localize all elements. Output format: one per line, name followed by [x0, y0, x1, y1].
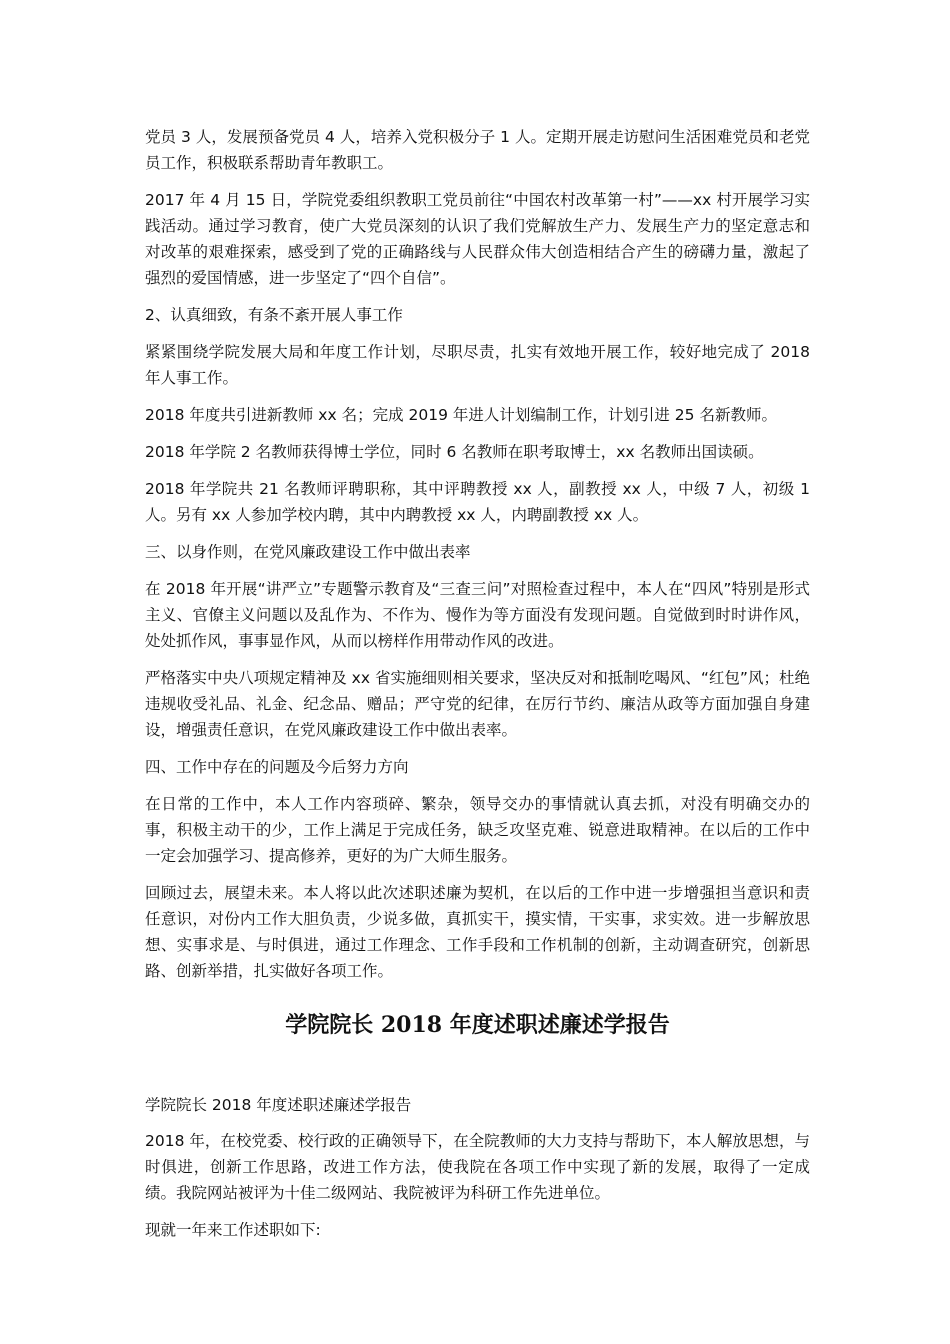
- document-body: [145, 124, 810, 1254]
- paragraph: 现就一年来工作述职如下:: [145, 1221, 321, 1239]
- document-subtitle: 学院院长 2018 年度述职述廉述学报告: [145, 1096, 412, 1114]
- paragraph: 2018 年，在校党委、校行政的正确领导下，在全院教师的大力支持与帮助下，本人解放思想，与时俱进，创新工作思路，改进工作方法，使我院在各项工作中实现了新的发展，取得了一定成绩。我院网站被评为十佳二级网站、我院被评为科研工作先进单位。: [145, 1132, 810, 1202]
- paragraph: 2017 年 4 月 15 日，学院党委组织教职工党员前往“中国农村改革第一村”——xx 村开展学习实践活动。通过学习教育，使广大党员深刻的认识了我们党解放生产力、发展生产力的坚定意志和对改革的艰难探索，感受到了党的正确路线与人民群众伟大创造相结合产生的磅礴力量，激起了强烈的爱国情感，进一步坚定了“四个自信”。: [145, 191, 810, 287]
- paragraph: 紧紧围绕学院发展大局和年度工作计划，尽职尽责，扎实有效地开展工作，较好地完成了 2018 年人事工作。: [145, 343, 810, 387]
- section-heading: 四、工作中存在的问题及今后努力方向: [145, 758, 409, 776]
- paragraph: 在日常的工作中，本人工作内容琐碎、繁杂，领导交办的事情就认真去抓，对没有明确交办的事，积极主动干的少，工作上满足于完成任务，缺乏攻坚克难、锐意进取精神。在以后的工作中一定会加强学习、提高修养，更好的为广大师生服务。: [145, 795, 810, 865]
- section-heading: 三、以身作则，在党风廉政建设工作中做出表率: [145, 543, 471, 561]
- paragraph: 在 2018 年开展“讲严立”专题警示教育及“三查三问”对照检查过程中，本人在“四风”特别是形式主义、官僚主义问题以及乱作为、不作为、慢作为等方面没有发现问题。自觉做到时时讲作风，处处抓作风，事事显作风，从而以榜样作用带动作风的改进。: [145, 580, 810, 650]
- paragraph: 2018 年度共引进新教师 xx 名；完成 2019 年进人计划编制工作，计划引进 25 名新教师。: [145, 406, 777, 424]
- paragraph: 严格落实中央八项规定精神及 xx 省实施细则相关要求，坚决反对和抵制吃喝风、“红包”风；杜绝违规收受礼品、礼金、纪念品、赠品；严守党的纪律，在厉行节约、廉洁从政等方面加强自身建设，增强责任意识，在党风廉政建设工作中做出表率。: [145, 669, 810, 739]
- paragraph: 回顾过去，展望未来。本人将以此次述职述廉为契机，在以后的工作中进一步增强担当意识和责任意识，对份内工作大胆负责，少说多做，真抓实干，摸实情，干实事，求实效。进一步解放思想、实事求是、与时俱进，通过工作理念、工作手段和工作机制的创新，主动调查研究，创新思路、创新举措，扎实做好各项工作。: [145, 884, 810, 980]
- section-heading: 2、认真细致，有条不紊开展人事工作: [145, 306, 403, 324]
- paragraph: 2018 年学院共 21 名教师评聘职称，其中评聘教授 xx 人，副教授 xx 人，中级 7 人，初级 1 人。另有 xx 人参加学校内聘，其中内聘教授 xx 人，内聘副教授 xx 人。: [145, 480, 810, 524]
- paragraph: 2018 年学院 2 名教师获得博士学位，同时 6 名教师在职考取博士，xx 名教师出国读硕。: [145, 443, 764, 461]
- document-title: 学院院长 2018 年度述职述廉述学报告: [285, 1012, 670, 1038]
- paragraph: 党员 3 人，发展预备党员 4 人，培养入党积极分子 1 人。定期开展走访慰问生活困难党员和老党员工作，积极联系帮助青年教职工。: [145, 128, 810, 172]
